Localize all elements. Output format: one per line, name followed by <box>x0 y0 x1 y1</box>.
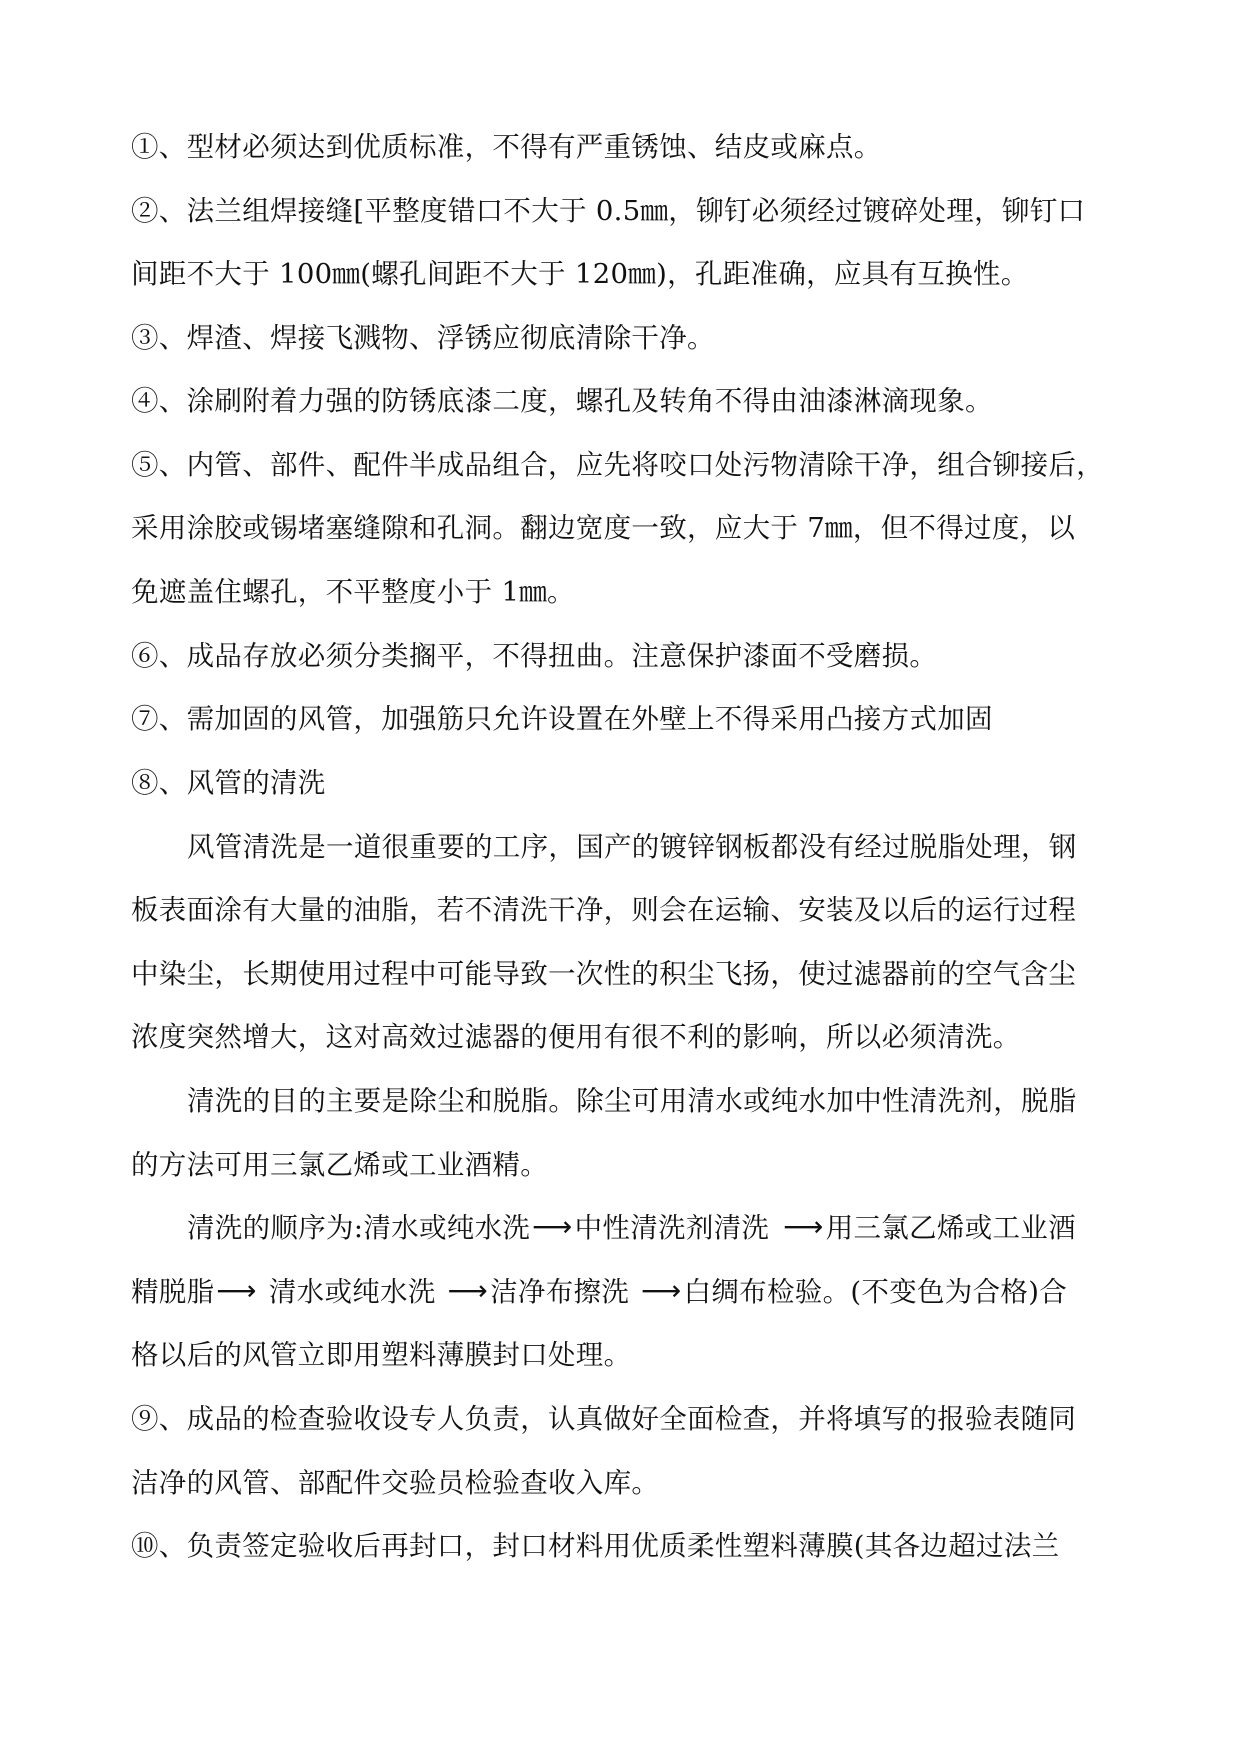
sequence-step-1: 清洗的顺序为:清水或纯水洗 <box>187 1212 531 1244</box>
item-9-line-2: 洁净的风管、部配件交验员检验查收入库。 <box>131 1467 660 1499</box>
arrow-icon: ⟶ <box>532 1210 573 1243</box>
sequence-step-3: 用三氯乙烯或工业酒 <box>825 1212 1076 1244</box>
item-2-line-2: 间距不大于 100㎜(螺孔间距不大于 120㎜)，孔距准确，应具有互换性。 <box>131 258 1029 290</box>
sequence-step-3-cont: 精脱脂 <box>131 1276 215 1308</box>
arrow-icon: ⟶ <box>641 1274 682 1307</box>
arrow-icon: ⟶ <box>783 1210 824 1243</box>
para-cleaning-line-3: 中染尘，长期使用过程中可能导致一次性的积尘飞扬，使过滤器前的空气含尘 <box>131 958 1077 990</box>
sequence-step-2: 中性清洗剂清洗 <box>574 1212 770 1244</box>
item-5-line-3: 免遮盖住螺孔，不平整度小于 1㎜。 <box>131 576 575 608</box>
para-cleaning-line-2: 板表面涂有大量的油脂，若不清洗干净，则会在运输、安装及以后的运行过程 <box>131 894 1077 926</box>
item-6: ⑥、成品存放必须分类搁平，不得扭曲。注意保护漆面不受磨损。 <box>131 640 938 672</box>
item-1: ①、型材必须达到优质标准，不得有严重锈蚀、结皮或麻点。 <box>131 131 882 163</box>
sequence-line-3: 格以后的风管立即用塑料薄膜封口处理。 <box>131 1339 632 1371</box>
item-3: ③、焊渣、焊接飞溅物、浮锈应彻底清除干净。 <box>131 322 715 354</box>
item-5-line-2: 采用涂胶或锡堵塞缝隙和孔洞。翻边宽度一致，应大于 7㎜，但不得过度，以 <box>131 512 1076 544</box>
item-10: ⑩、负责签定验收后再封口，封口材料用优质柔性塑料薄膜(其各边超过法兰 <box>131 1530 1060 1562</box>
item-5-line-1: ⑤、内管、部件、配件半成品组合，应先将咬口处污物清除干净，组合铆接后， <box>131 449 1104 481</box>
arrow-icon: ⟶ <box>216 1274 257 1307</box>
sequence-line-1 <box>187 1208 1076 1248</box>
sequence-step-6: 白绸布检验。(不变色为合格)合 <box>683 1276 1068 1308</box>
sequence-step-4: 清水或纯水洗 <box>268 1276 436 1308</box>
item-2-line-1: ②、法兰组焊接缝[平整度错口不大于 0.5㎜，铆钉必须经过镀碎处理，铆钉口 <box>131 195 1086 227</box>
para-cleaning-line-4: 浓度突然增大，这对高效过滤器的便用有很不利的影响，所以必须清洗。 <box>131 1021 1021 1053</box>
item-8-heading: ⑧、风管的清洗 <box>131 767 326 799</box>
sequence-line-2 <box>131 1272 1067 1312</box>
arrow-icon: ⟶ <box>447 1274 489 1307</box>
para-purpose-line-1: 清洗的目的主要是除尘和脱脂。除尘可用清水或纯水加中性清洗剂，脱脂 <box>187 1085 1077 1117</box>
para-purpose-line-2: 的方法可用三氯乙烯或工业酒精。 <box>131 1149 548 1181</box>
item-7: ⑦、需加固的风管，加强筋只允许设置在外壁上不得采用凸接方式加固 <box>131 703 993 735</box>
item-9-line-1: ⑨、成品的检查验收设专人负责，认真做好全面检查，并将填写的报验表随同 <box>131 1403 1077 1435</box>
sequence-step-5: 洁净布擦洗 <box>490 1276 630 1308</box>
item-4: ④、涂刷附着力强的防锈底漆二度，螺孔及转角不得由油漆淋滴现象。 <box>131 385 993 417</box>
para-cleaning-line-1: 风管清洗是一道很重要的工序，国产的镀锌钢板都没有经过脱脂处理，钢 <box>187 831 1077 863</box>
